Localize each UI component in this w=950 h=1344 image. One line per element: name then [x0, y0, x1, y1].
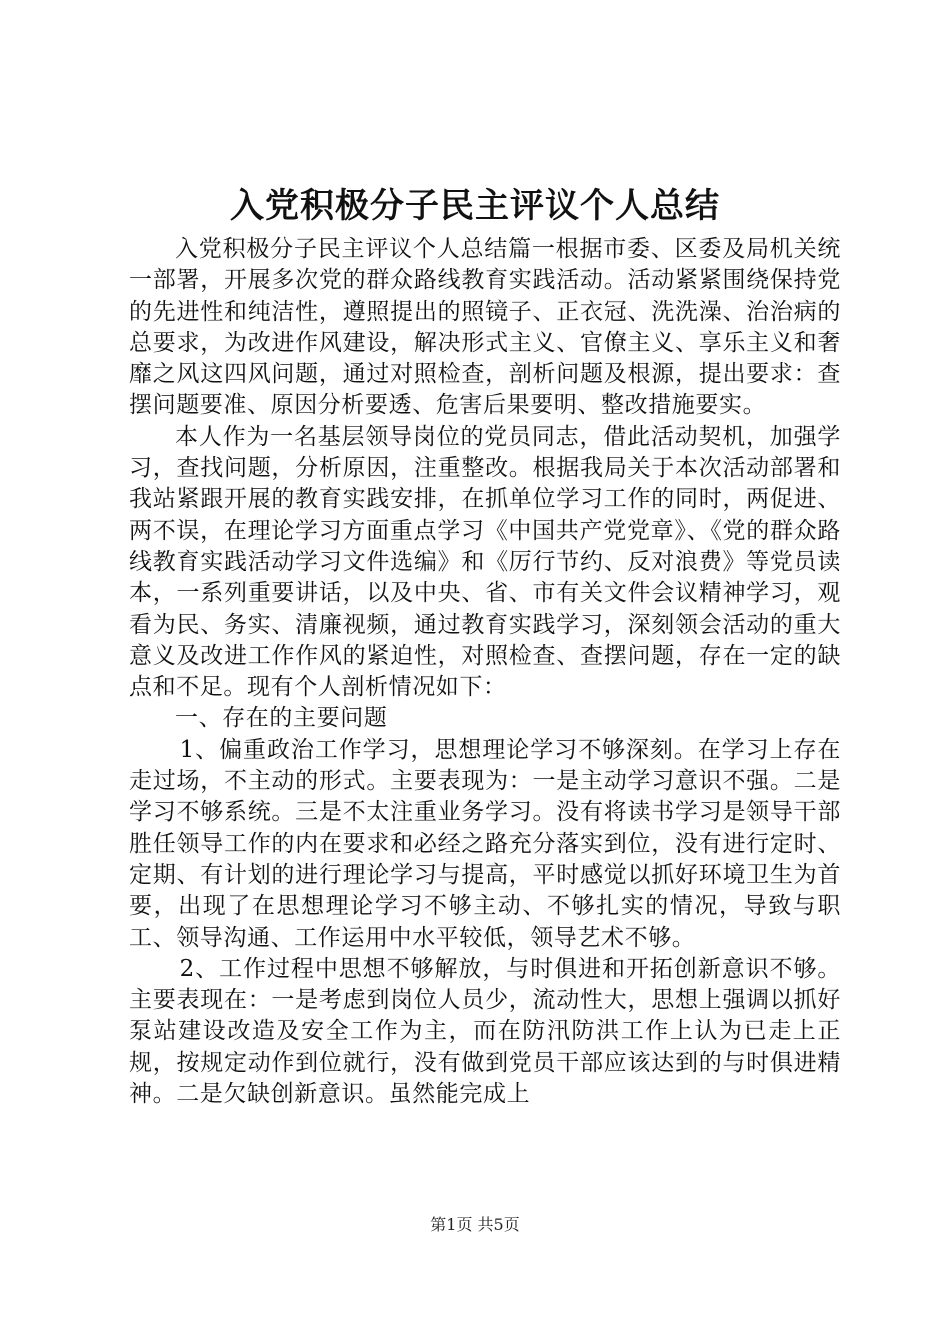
document-title: 入党积极分子民主评议个人总结: [230, 186, 720, 226]
document-body: [129, 234, 841, 1110]
paragraph-intro: 入党积极分子民主评议个人总结篇一根据市委、区委及局机关统一部署，开展多次党的群众路线教育实践活动。活动紧紧围绕保持党的先进性和纯洁性，遵照提出的照镜子、正衣冠、洗洗澡、治治病的总要求，为改进作风建设，解决形式主义、官僚主义、享乐主义和奢靡之风这四风问题，通过对照检查，剖析问题及根源，提出要求：查摆问题要准、原因分析要透、危害后果要明、整改措施要实。: [129, 236, 841, 419]
section-heading-main-problems: 一、存在的主要问题: [175, 705, 388, 732]
paragraph-problem-1: 1、偏重政治工作学习，思想理论学习不够深刻。在学习上存在走过场，不主动的形式。主要表现为：一是主动学习意识不强。二是学习不够系统。三是不太注重业务学习。没有将读书学习是领导干部胜任领导工作的内在要求和必经之路充分落实到位，没有进行定时、定期、有计划的进行理论学习与提高，平时感觉以抓好环境卫生为首要，出现了在思想理论学习不够主动、不够扎实的情况，导致与职工、领导沟通、工作运用中水平较低，领导艺术不够。: [129, 736, 841, 951]
paragraph-self-review: 本人作为一名基层领导岗位的党员同志，借此活动契机，加强学习，查找问题，分析原因，注重整改。根据我局关于本次活动部署和我站紧跟开展的教育实践安排，在抓单位学习工作的同时，两促进、两不误，在理论学习方面重点学习《中国共产党党章》、《党的群众路线教育实践活动学习文件选编》和《厉行节约、反对浪费》等党员读本，一系列重要讲话，以及中央、省、市有关文件会议精神学习，观看为民、务实、清廉视频，通过教育实践学习，深刻领会活动的重大意义及改进工作作风的紧迫性，对照检查、查摆问题，存在一定的缺点和不足。现有个人剖析情况如下：: [129, 423, 841, 701]
paragraph-problem-2: 2、工作过程中思想不够解放，与时俱进和开拓创新意识不够。主要表现在：一是考虑到岗位人员少，流动性大，思想上强调以抓好泵站建设改造及安全工作为主，而在防汛防洪工作上认为已走上正规，按规定动作到位就行，没有做到党员干部应该达到的与时俱进精神。二是欠缺创新意识。虽然能完成上: [129, 955, 841, 1108]
page-footer: 第1页 共5页: [430, 1215, 520, 1234]
